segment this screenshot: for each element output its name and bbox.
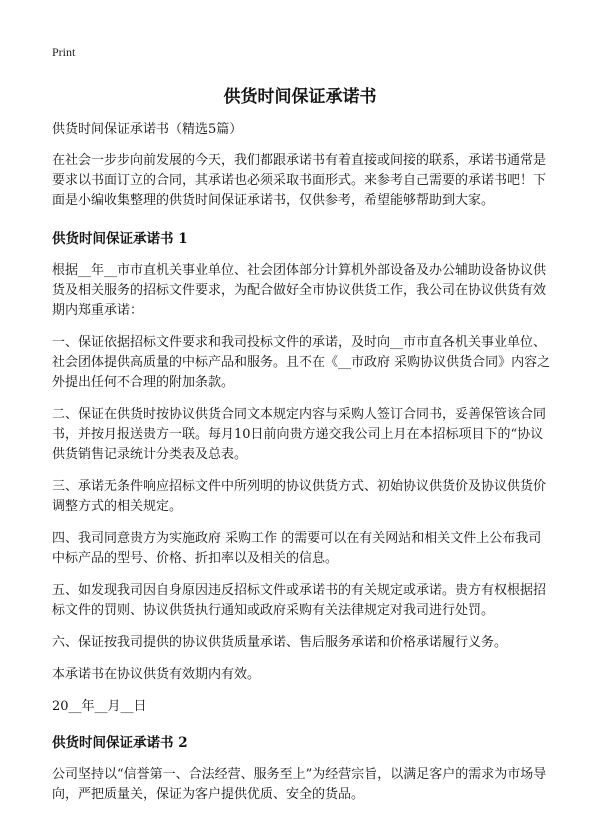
page-title: 供货时间保证承诺书 [223,87,377,107]
paragraph: 三、承诺无条件响应招标文件中所列明的协议供货方式、初始协议供货价及协议供货价调整方式的相关规定。 [52,479,547,514]
print-link[interactable]: Print [52,45,76,59]
paragraph: 六、保证按我司提供的协议供货质量承诺、售后服务承诺和价格承诺履行义务。 [52,635,508,650]
paragraph: 根据__年__市市直机关事业单位、社会团体部分计算机外部设备及办公辅助设备协议供货及相关服务的招标文件要求，为配合做好全市协议供货工作，我公司在协议供货有效期内郑重承诺： [52,263,547,318]
section-heading-1: 供货时间保证承诺书 1 [52,231,188,247]
paragraph: 二、保证在供货时按协议供货合同文本规定内容与采购人签订合同书，妥善保管该合同书，并按月报送贵方一联。每月10日前向贵方递交我公司上月在本招标项目下的“协议供货销售记录统计分类表及总表。 [52,407,547,462]
document-subtitle: 供货时间保证承诺书（精选5篇） [52,122,243,137]
paragraph: 五、如发现我司因自身原因违反招标文件或承诺书的有关规定或承诺。贵方有权根据招标文件的罚则、协议供货执行通知或政府采购有关法律规定对我司进行处罚。 [52,583,547,618]
paragraph: 公司坚持以“信誉第一、合法经营、服务至上”为经营宗旨，以满足客户的需求为市场导向，严把质量关，保证为客户提供优质、安全的货品。 [52,767,547,802]
paragraph: 本承诺书在协议供货有效期内有效。 [52,667,261,682]
section-heading-2: 供货时间保证承诺书 2 [52,735,188,751]
date-line: 20__年__月__日 [52,699,147,714]
intro-paragraph: 在社会一步步向前发展的今天，我们都跟承诺书有着直接或间接的联系，承诺书通常是要求以书面订立的合同，其承诺也必须采取书面形式。来参考自己需要的承诺书吧！下面是小编收集整理的供货时间保证承诺书，仅供参考，希望能够帮助到大家。 [52,153,547,208]
paragraph: 一、保证依据招标文件要求和我司投标文件的承诺，及时向__市市直各机关事业单位、社会团体提供高质量的中标产品和服务。且不在《__市政府 采购协议供货合同》内容之外提出任何不合理的附加条款。 [52,335,551,390]
paragraph: 四、我司同意贵方为实施政府 采购工作 的需要可以在有关网站和相关文件上公布我司中标产品的型号、价格、折扣率以及相关的信息。 [52,531,542,566]
document-body [52,120,552,817]
